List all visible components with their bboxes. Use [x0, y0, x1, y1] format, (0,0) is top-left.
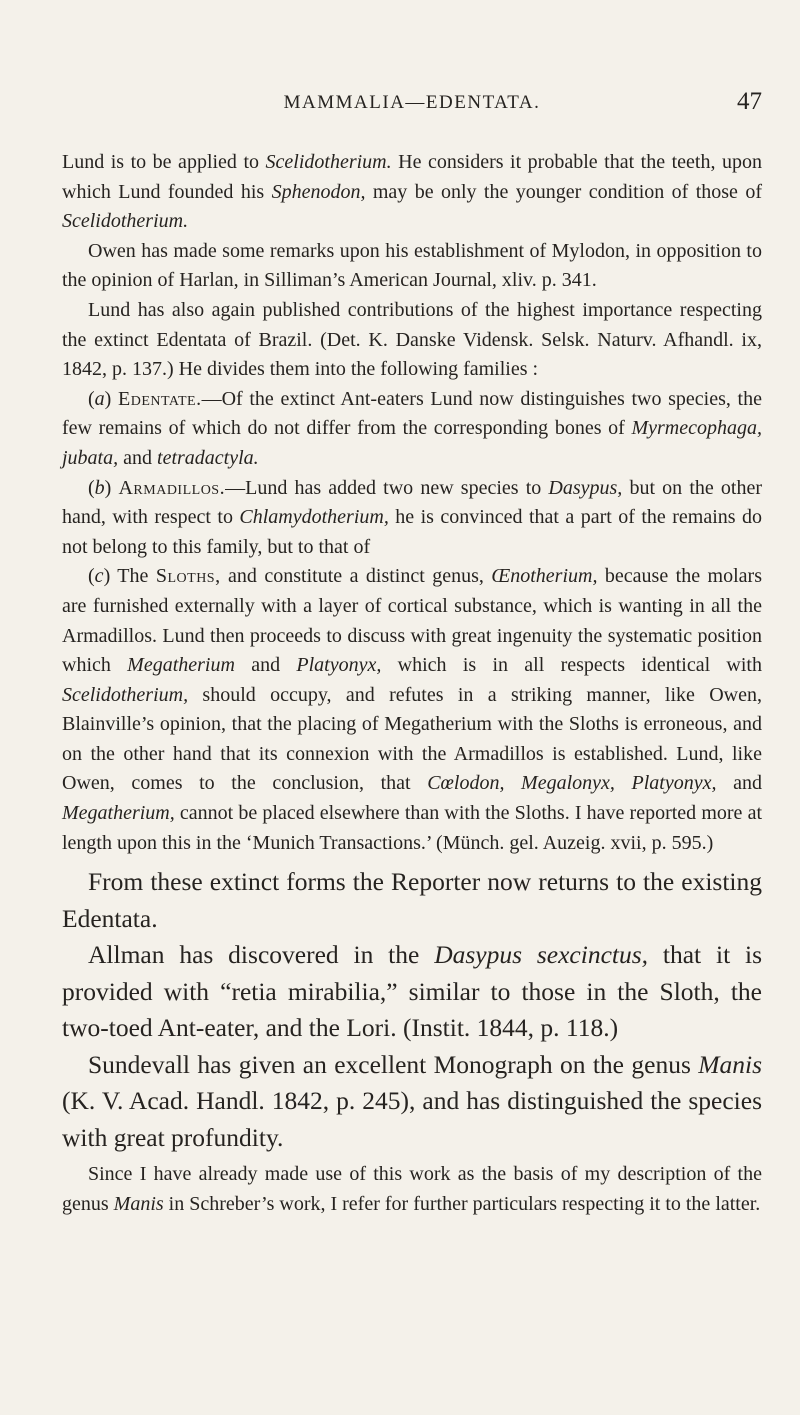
paragraph-lund-brazil	[62, 296, 762, 385]
paragraph-existing-edentata	[62, 864, 762, 937]
paragraph-owen-mylodon	[62, 237, 762, 296]
text-span: Lund is to be applied to	[62, 151, 266, 173]
paragraph-schreber	[62, 1160, 762, 1219]
italic-span: Manis	[698, 1049, 762, 1079]
paragraph-sundevall	[62, 1047, 762, 1157]
paragraph-sloths	[62, 562, 762, 858]
text-span: which is in all respects identical with	[381, 654, 762, 677]
italic-span: Œnotherium,	[491, 565, 598, 588]
text-span: (	[88, 387, 95, 410]
small-caps-heading: Armadillos.	[118, 476, 226, 499]
page-number: 47	[737, 88, 762, 115]
italic-span: Scelidotherium,	[62, 683, 189, 706]
text-span: because the molars are furnished externally with a layer of cortical substance, which is wanting in all the Armadillos. Lund then proceeds to discuss with great ingenuity the systematic position which	[62, 565, 762, 677]
italic-span: Platyonyx,	[296, 654, 382, 677]
italic-span: Manis	[113, 1192, 164, 1215]
text-span: and	[716, 772, 762, 795]
text-span: (K. V. Acad. Handl. 1842, p. 245), and has distinguished the species with great profundity.	[62, 1086, 762, 1152]
italic-span: Chlamydotherium,	[239, 506, 389, 529]
italic-span: Cœlodon, Megalonyx, Platyonyx,	[427, 772, 717, 795]
text-span: that it is provided with “retia mirabilia,” similar to those in the Sloth, the two-toed Ant-eater, and the Lori. (Instit. 1844, p. 118.)	[62, 940, 763, 1043]
italic-span: Dasypus,	[548, 476, 623, 499]
text-span: —Lund has added two new species to	[225, 476, 549, 499]
italic-span: Dasypus sexcinctus,	[434, 940, 649, 970]
text-span: he is convinced that a part of the remains do not belong to this family, but to that of	[62, 506, 762, 558]
italic-span: Myrmecophaga, jubata,	[62, 417, 762, 469]
text-span: Since I have already made use of this work as the basis of my description of the genus	[62, 1163, 762, 1215]
text-span: From these extinct forms the Reporter now returns to the existing Edentata.	[62, 867, 762, 933]
italic-span: b	[94, 476, 105, 499]
italic-span: tetradactyla.	[157, 446, 259, 469]
text-span: Allman has discovered in the	[88, 940, 435, 970]
italic-span: Megatherium,	[62, 802, 175, 825]
text-span: and	[118, 446, 158, 469]
italic-span: Scelidotherium.	[62, 210, 189, 233]
small-caps-heading: Edentate.	[118, 387, 202, 410]
text-span: (	[88, 476, 95, 499]
text-span: )	[104, 387, 118, 410]
text-span: Sundevall has given an excellent Monograph on the genus	[88, 1049, 699, 1079]
text-span: He considers it probable that the teeth, upon which Lund founded his	[62, 151, 763, 203]
text-span: and constitute a distinct genus,	[220, 565, 492, 588]
text-span: may be only the younger condition of those of	[365, 180, 762, 203]
text-span: in Schreber’s work, I refer for further particulars respecting it to the latter.	[163, 1192, 761, 1215]
italic-span: Sphenodon,	[271, 180, 366, 203]
italic-span: a	[94, 387, 105, 410]
paragraph-edentate	[62, 385, 762, 474]
text-span: (	[88, 565, 95, 588]
text-span: and	[234, 654, 297, 677]
text-span: —Of the extinct Ant-eaters Lund now distinguishes two species, the few remains of which do not differ from the corresponding bones of	[62, 387, 762, 440]
small-caps-heading: Sloths,	[155, 565, 221, 588]
text-span: ) The	[103, 565, 156, 588]
italic-span: Scelidotherium.	[265, 151, 392, 173]
text-span: but on the other hand, with respect to	[62, 476, 762, 529]
body-text	[62, 148, 762, 1219]
text-span: Owen has made some remarks upon his establishment of Mylodon, in opposition to the opinion of Harlan, in Silliman’s American Journal, xliv. p. 341.	[62, 239, 762, 292]
paragraph-allman	[62, 937, 762, 1047]
text-span: cannot be placed elsewhere than with the Sloths. I have reported more at length upon this in the ‘Munich Transactions.’ (Münch. gel. Auzeig. xvii, p. 595.)	[62, 802, 762, 854]
italic-span: c	[94, 565, 104, 588]
running-head	[62, 88, 762, 118]
italic-span: Megatherium	[127, 654, 235, 677]
running-title: MAMMALIA—EDENTATA.	[283, 92, 541, 113]
paragraph-armadillos	[62, 474, 762, 563]
paragraph-scelidotherium	[62, 148, 762, 237]
text-span: should occupy, and refutes in a striking manner, like Owen, Blainville’s opinion, that the placing of Megatherium with the Sloths is erroneous, and on the other hand that its connexion with the Armadillos is established. Lund, like Owen, comes to the conclusion, that	[62, 683, 762, 795]
text-span: )	[104, 476, 119, 499]
text-span: Lund has also again published contributions of the highest importance respecting the extinct Edentata of Brazil. (Det. K. Danske Vidensk. Selsk. Naturv. Afhandl. ix, 1842, p. 137.) He divides them into the following families :	[62, 298, 762, 381]
